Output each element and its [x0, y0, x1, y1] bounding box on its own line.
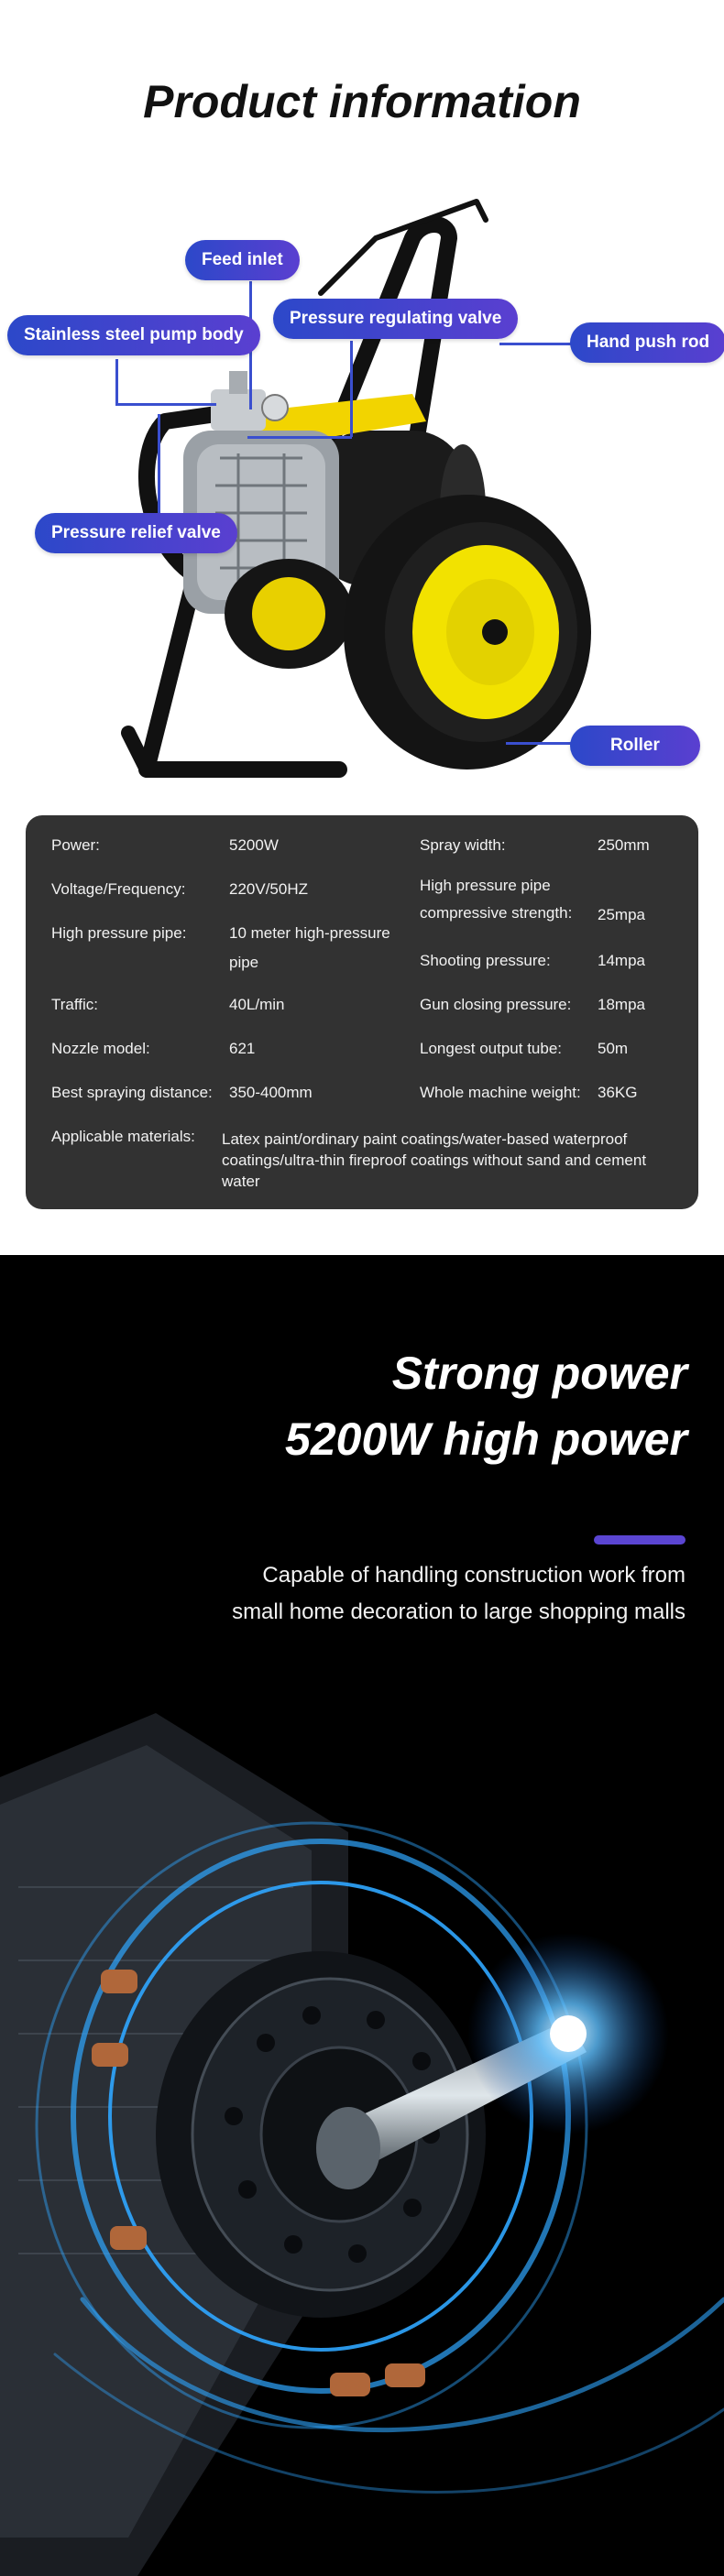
spec-materials-value: Latex paint/ordinary paint coatings/water-based waterproof coatings/ultra-thin fireproof coatings without sand and cement water: [222, 1130, 647, 1190]
spec-label: High pressure pipe:: [51, 924, 187, 942]
strong-power-section: [0, 1255, 724, 2576]
spec-value-line1: 10 meter high-pressure: [229, 924, 390, 942]
roller-leader: [506, 742, 572, 745]
spec-label: Shooting pressure:: [420, 952, 551, 969]
spec-label: Applicable materials:: [51, 1128, 195, 1145]
pump-body-leader-vertical: [115, 359, 118, 405]
callout-pressure-relief-valve: Pressure relief valve: [35, 513, 237, 553]
product-info-title: Product information: [143, 76, 581, 127]
callout-pump-body: Stainless steel pump body: [7, 315, 260, 355]
spec-value: 14mpa: [598, 952, 645, 969]
spec-label: Spray width:: [420, 836, 506, 854]
push-rod-leader: [499, 343, 573, 345]
spec-value: 36KG: [598, 1084, 638, 1101]
spec-value: 25mpa: [598, 906, 645, 923]
callout-feed-inlet: Feed inlet: [185, 240, 300, 280]
motor-cutaway-image: [0, 1658, 724, 2576]
power-desc-line2: small home decoration to large shopping malls: [232, 1599, 686, 1624]
spec-value: 5200W: [229, 836, 279, 854]
power-title-line2: 5200W high power: [285, 1414, 687, 1465]
spec-label: Best spraying distance:: [51, 1084, 213, 1101]
spec-value: 621: [229, 1040, 256, 1057]
accent-bar: [594, 1535, 686, 1545]
pump-body-leader-horizontal: [115, 403, 216, 406]
spec-value: 50m: [598, 1040, 629, 1057]
spec-value: 350-400mm: [229, 1084, 313, 1101]
spec-value: 220V/50HZ: [229, 880, 308, 898]
spec-value: 40L/min: [229, 996, 285, 1013]
regulating-valve-leader-vertical: [350, 341, 353, 437]
spec-value: 250mm: [598, 836, 650, 854]
spec-label: Gun closing pressure:: [420, 996, 572, 1013]
spec-value-line2: pipe: [229, 954, 259, 971]
product-info-section: [0, 0, 724, 1255]
callout-pressure-regulating-valve: Pressure regulating valve: [273, 299, 518, 339]
power-title-line1: Strong power: [391, 1348, 687, 1399]
spec-label: Longest output tube:: [420, 1040, 563, 1057]
spec-value: 18mpa: [598, 996, 645, 1013]
spec-label-line2: compressive strength:: [420, 904, 573, 922]
callout-hand-push-rod: Hand push rod: [570, 322, 724, 363]
spec-label: Nozzle model:: [51, 1040, 150, 1057]
paint-sprayer-machine-image: [110, 183, 623, 788]
power-desc-line1: Capable of handling construction work from: [262, 1563, 686, 1588]
regulating-valve-leader-horizontal: [247, 436, 352, 439]
spec-label: Whole machine weight:: [420, 1084, 581, 1101]
spec-label: Power:: [51, 836, 100, 854]
spec-label: Voltage/Frequency:: [51, 880, 186, 898]
spec-label: Traffic:: [51, 996, 99, 1013]
spec-label-line1: High pressure pipe: [420, 877, 551, 894]
callout-roller: Roller: [570, 726, 700, 766]
spec-panel: [26, 815, 698, 1209]
